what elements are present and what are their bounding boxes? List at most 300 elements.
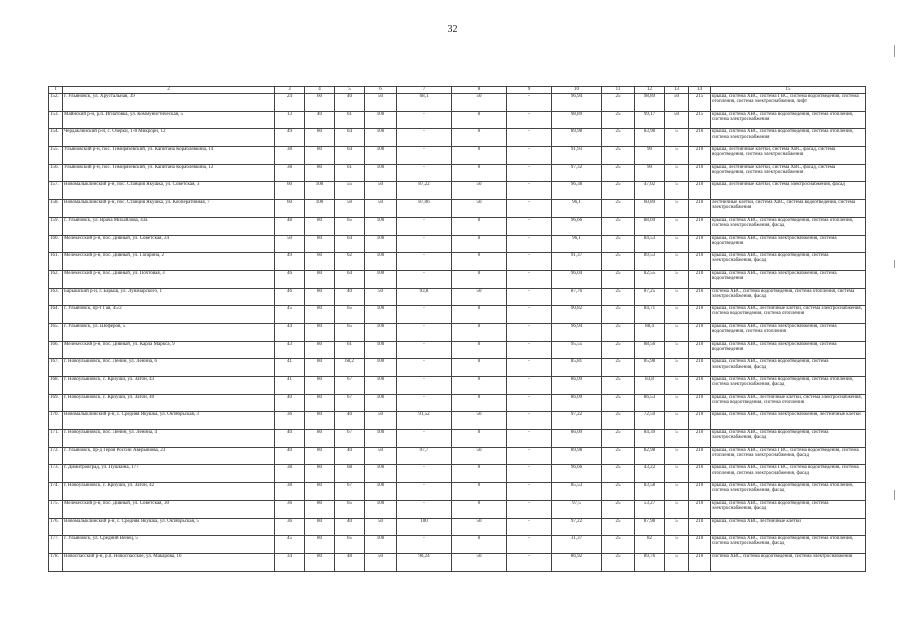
value-cell: 38 <box>275 164 305 182</box>
value-cell: 100 <box>365 377 397 395</box>
value-cell: 55 <box>335 182 365 200</box>
value-cell: 83,58 <box>635 483 665 501</box>
value-cell: 89,98 <box>552 129 602 147</box>
value-cell: - <box>397 394 452 412</box>
table-row <box>49 553 866 571</box>
value-cell: 96,94 <box>552 323 602 341</box>
value-cell: 85,81 <box>552 359 602 377</box>
value-cell: 80 <box>305 465 335 483</box>
value-cell: 60 <box>275 182 305 200</box>
value-cell: 5 <box>665 200 689 218</box>
value-cell: - <box>397 465 452 483</box>
value-cell: 0 <box>452 377 507 395</box>
value-cell: 46 <box>275 288 305 306</box>
table-row <box>49 129 866 147</box>
address-cell: Новомалыклинский р-н, с. Средняя Якушка, ул. Октябрьская, 3 <box>63 412 275 430</box>
value-cell: 45 <box>275 536 305 554</box>
works-cell: крыша, система ХВС, система электроснабжения, система водоотведения <box>711 235 866 253</box>
address-cell: Новомалыклинский р-н, пос. Станция Якушка, ул. Советская, 3 <box>63 182 275 200</box>
value-cell: 80 <box>305 270 335 288</box>
value-cell: - <box>397 111 452 129</box>
value-cell: 5 <box>665 500 689 518</box>
value-cell: 5 <box>665 359 689 377</box>
value-cell: - <box>507 253 552 271</box>
value-cell: 100 <box>365 430 397 448</box>
value-cell: 44 <box>275 323 305 341</box>
value-cell: 0 <box>452 147 507 165</box>
value-cell: 48 <box>335 553 365 571</box>
table-row <box>49 323 866 341</box>
header-cell: 1 <box>49 87 63 94</box>
value-cell: 210 <box>689 129 711 147</box>
value-cell: 5 <box>665 306 689 324</box>
value-cell: 174. <box>49 483 63 501</box>
value-cell: 170. <box>49 412 63 430</box>
value-cell: 5 <box>665 270 689 288</box>
value-cell: 5 <box>665 129 689 147</box>
value-cell: 97,22 <box>552 412 602 430</box>
value-cell: 168. <box>49 377 63 395</box>
address-cell: Мелекесский р-н, пос. Дивный, ул. Карла Маркса, 9 <box>63 341 275 359</box>
value-cell: 50 <box>365 200 397 218</box>
value-cell: 25 <box>602 412 635 430</box>
value-cell: 0 <box>452 217 507 235</box>
value-cell: 25 <box>602 394 635 412</box>
header-cell: 12 <box>635 87 665 94</box>
value-cell: 53,27 <box>635 500 665 518</box>
value-cell: 80 <box>305 394 335 412</box>
value-cell: 62 <box>335 253 365 271</box>
value-cell: 89,98 <box>552 447 602 465</box>
value-cell: 80 <box>305 217 335 235</box>
value-cell: - <box>507 430 552 448</box>
value-cell: 38 <box>275 465 305 483</box>
value-cell: 210 <box>689 430 711 448</box>
address-cell: г. Димитровград, ул. Пушкина, 177 <box>63 465 275 483</box>
value-cell: 0 <box>452 483 507 501</box>
table-row <box>49 341 866 359</box>
value-cell: 61 <box>335 111 365 129</box>
value-cell: 100 <box>365 465 397 483</box>
value-cell: 25 <box>602 306 635 324</box>
value-cell: 96,1 <box>552 235 602 253</box>
value-cell: 100 <box>365 129 397 147</box>
value-cell: 50 <box>452 447 507 465</box>
value-cell: 41 <box>275 377 305 395</box>
value-cell: 67 <box>335 483 365 501</box>
value-cell: 5 <box>665 518 689 536</box>
table-row <box>49 182 866 200</box>
value-cell: 80 <box>305 129 335 147</box>
value-cell: 80 <box>305 500 335 518</box>
value-cell: 155. <box>49 147 63 165</box>
value-cell: - <box>507 235 552 253</box>
value-cell: - <box>507 111 552 129</box>
value-cell: 31,37 <box>552 536 602 554</box>
value-cell: - <box>507 553 552 571</box>
value-cell: 43 <box>275 341 305 359</box>
value-cell: 100 <box>397 518 452 536</box>
table-row <box>49 500 866 518</box>
value-cell: - <box>397 500 452 518</box>
value-cell: 86,09 <box>552 394 602 412</box>
value-cell: 210 <box>689 323 711 341</box>
table-header-row <box>49 87 866 94</box>
value-cell: 161. <box>49 253 63 271</box>
value-cell: 100 <box>365 253 397 271</box>
value-cell: 100 <box>305 182 335 200</box>
value-cell: 50 <box>452 200 507 218</box>
value-cell: 91,93 <box>552 147 602 165</box>
value-cell: 0 <box>452 253 507 271</box>
value-cell: 5 <box>665 430 689 448</box>
header-cell: 2 <box>63 87 275 94</box>
value-cell: 210 <box>689 147 711 165</box>
value-cell: 80 <box>305 288 335 306</box>
value-cell: 87,98 <box>635 518 665 536</box>
header-cell: 11 <box>602 87 635 94</box>
value-cell: 0 <box>452 465 507 483</box>
value-cell: 80 <box>305 412 335 430</box>
value-cell: 84,53 <box>635 235 665 253</box>
table-row <box>49 111 866 129</box>
value-cell: 82,55 <box>635 270 665 288</box>
value-cell: 36 <box>275 412 305 430</box>
value-cell: 96,94 <box>552 94 602 112</box>
table-row <box>49 270 866 288</box>
value-cell: 25 <box>602 111 635 129</box>
value-cell: - <box>397 270 452 288</box>
value-cell: - <box>397 536 452 554</box>
value-cell: - <box>397 235 452 253</box>
address-cell: Мелекесский р-н, пос. Дивный, ул. Советская, 30 <box>63 500 275 518</box>
value-cell: 43,22 <box>635 465 665 483</box>
value-cell: - <box>507 270 552 288</box>
value-cell: 175. <box>49 500 63 518</box>
address-cell: Новоспасский р-н, р.п. Новоспасское, ул. Макарова, 16 <box>63 553 275 571</box>
table-row <box>49 377 866 395</box>
works-cell: крыша, система ХВС, лестничные клетки, система электроснабжения, система водоотведения, система отопления <box>711 306 866 324</box>
address-cell: Барышский р-н, г. Барыш, ул. Луначарского, 1 <box>63 288 275 306</box>
value-cell: 50 <box>452 182 507 200</box>
value-cell: 0 <box>452 430 507 448</box>
value-cell: 45 <box>275 306 305 324</box>
value-cell: - <box>397 323 452 341</box>
value-cell: 96,66 <box>552 217 602 235</box>
value-cell: 50 <box>335 200 365 218</box>
value-cell: 0 <box>452 270 507 288</box>
value-cell: 165. <box>49 323 63 341</box>
value-cell: 34 <box>275 553 305 571</box>
works-cell: крыша, система ХВС, система водоотведения, система электроснабжения, фасад <box>711 430 866 448</box>
value-cell: 88,69 <box>635 217 665 235</box>
value-cell: 50 <box>665 94 689 112</box>
value-cell: 40 <box>335 412 365 430</box>
value-cell: 210 <box>689 288 711 306</box>
value-cell: 177. <box>49 536 63 554</box>
value-cell: - <box>507 94 552 112</box>
value-cell: 72,59 <box>635 412 665 430</box>
address-cell: г. Новоульяновск, с. Криуши, ул. Затон, 43 <box>63 377 275 395</box>
table-row <box>49 518 866 536</box>
register-table <box>48 86 866 572</box>
value-cell: 166. <box>49 341 63 359</box>
value-cell: - <box>397 341 452 359</box>
address-cell: Мелекесский р-н, пос. Дивный, ул. Почтовая, 3 <box>63 270 275 288</box>
value-cell: 25 <box>602 235 635 253</box>
value-cell: 98,89 <box>552 111 602 129</box>
value-cell: 50 <box>275 235 305 253</box>
value-cell: 0 <box>452 235 507 253</box>
works-cell: крыша, лестничные клетки, система ХВС, фасад, система водоотведения, система электроснабжения <box>711 147 866 165</box>
value-cell: 100 <box>365 217 397 235</box>
value-cell: 86,53 <box>635 394 665 412</box>
works-cell: крыша, система ХВС, система электроснабжения, система водоотведения <box>711 341 866 359</box>
value-cell: - <box>397 359 452 377</box>
value-cell: 164. <box>49 306 63 324</box>
table-row <box>49 447 866 465</box>
value-cell: 25 <box>602 430 635 448</box>
works-cell: система ХВС, система водоотведения, система отопления, система электроснабжения, фасад <box>711 288 866 306</box>
value-cell: 210 <box>689 253 711 271</box>
value-cell: 80 <box>305 147 335 165</box>
value-cell: 87,25 <box>635 288 665 306</box>
page-number: 32 <box>447 24 458 35</box>
table-row <box>49 235 866 253</box>
header-cell: 13 <box>665 87 689 94</box>
value-cell: 25 <box>602 288 635 306</box>
value-cell: 5 <box>665 217 689 235</box>
value-cell: 67 <box>335 430 365 448</box>
works-cell: крыша, система ХВС, система электроснабжения, система водоотведения <box>711 270 866 288</box>
value-cell: 88,56 <box>635 341 665 359</box>
value-cell: 60 <box>275 200 305 218</box>
value-cell: 5 <box>665 288 689 306</box>
value-cell: 154. <box>49 129 63 147</box>
works-cell: крыша, система ХВС, лестничные клетки, система электроснабжения, система водоотведения, система отопления <box>711 394 866 412</box>
value-cell: 96,1 <box>552 200 602 218</box>
value-cell: 80 <box>305 306 335 324</box>
value-cell: 84,39 <box>635 430 665 448</box>
value-cell: 5 <box>665 447 689 465</box>
address-cell: Новомалыклинский р-н, пос. Станция Якушка, ул. Кооперативная, 7 <box>63 200 275 218</box>
value-cell: 60,89 <box>635 200 665 218</box>
value-cell: 5 <box>665 235 689 253</box>
value-cell: 25 <box>602 447 635 465</box>
value-cell: 80 <box>305 447 335 465</box>
value-cell: - <box>397 483 452 501</box>
works-cell: крыша, система ХВС, система водоотведения, система электроснабжения, фасад <box>711 359 866 377</box>
value-cell: 65 <box>335 500 365 518</box>
value-cell: - <box>507 447 552 465</box>
value-cell: 64 <box>335 147 365 165</box>
value-cell: 5 <box>665 182 689 200</box>
value-cell: 0 <box>452 164 507 182</box>
value-cell: 25 <box>602 129 635 147</box>
value-cell: 50 <box>365 518 397 536</box>
value-cell: 173. <box>49 465 63 483</box>
value-cell: 25 <box>602 217 635 235</box>
value-cell: 0 <box>452 394 507 412</box>
address-cell: г. Ульяновск, ул. Шофёров, 5 <box>63 323 275 341</box>
value-cell: - <box>507 518 552 536</box>
table-row <box>49 483 866 501</box>
value-cell: 61 <box>335 341 365 359</box>
value-cell: 80 <box>305 359 335 377</box>
value-cell: - <box>507 200 552 218</box>
value-cell: 50 <box>365 447 397 465</box>
value-cell: 210 <box>689 200 711 218</box>
value-cell: 210 <box>689 359 711 377</box>
address-cell: г. Новоульяновск, пос. Ленин, ул. Ленина, 4 <box>63 430 275 448</box>
value-cell: - <box>397 253 452 271</box>
value-cell: 0 <box>452 359 507 377</box>
value-cell: 5 <box>665 553 689 571</box>
value-cell: 25 <box>602 359 635 377</box>
value-cell: - <box>507 306 552 324</box>
value-cell: 210 <box>689 217 711 235</box>
value-cell: - <box>507 288 552 306</box>
value-cell: - <box>397 377 452 395</box>
value-cell: - <box>507 483 552 501</box>
value-cell: 83,98 <box>635 129 665 147</box>
value-cell: - <box>507 412 552 430</box>
table-body <box>49 94 866 572</box>
value-cell: - <box>507 500 552 518</box>
works-cell: крыша, лестничные клетки, система ХВС, фасад, система водоотведения, система электроснабжения <box>711 164 866 182</box>
value-cell: 100 <box>365 536 397 554</box>
value-cell: 90 <box>635 164 665 182</box>
value-cell: 87,76 <box>552 288 602 306</box>
value-cell: 85,53 <box>552 483 602 501</box>
value-cell: 64 <box>335 235 365 253</box>
header-cell: 15 <box>711 87 866 94</box>
works-cell: крыша, система ХВС, система ГВС, система водоотведения, система отопления, система электроснабжения, фасад <box>711 447 866 465</box>
value-cell: 99,17 <box>635 111 665 129</box>
value-cell: 68,1 <box>397 94 452 112</box>
value-cell: 49 <box>275 129 305 147</box>
works-cell: крыша, система ХВС, система электроснабжения, лестничные клетки <box>711 412 866 430</box>
value-cell: 68 <box>335 465 365 483</box>
value-cell: 93,8 <box>397 288 452 306</box>
edge-mark <box>894 260 895 268</box>
value-cell: 65 <box>335 306 365 324</box>
value-cell: 25 <box>602 270 635 288</box>
value-cell: 85,98 <box>635 359 665 377</box>
value-cell: 80 <box>305 341 335 359</box>
works-cell: система ХВС, система водоотведения, система электроснабжения <box>711 553 866 571</box>
works-cell: крыша, лестничные клетки, система электроснабжения, фасад <box>711 182 866 200</box>
value-cell: 25 <box>602 465 635 483</box>
value-cell: 25 <box>602 377 635 395</box>
address-cell: г. Ульяновск, ул. Средний Венец, 5 <box>63 536 275 554</box>
value-cell: 36 <box>275 500 305 518</box>
value-cell: 215 <box>689 111 711 129</box>
value-cell: 89,76 <box>635 553 665 571</box>
value-cell: 25 <box>602 147 635 165</box>
value-cell: 100 <box>365 341 397 359</box>
value-cell: 86,09 <box>552 430 602 448</box>
value-cell: 178. <box>49 553 63 571</box>
value-cell: 50 <box>365 553 397 571</box>
value-cell: 169. <box>49 394 63 412</box>
value-cell: 24 <box>275 94 305 112</box>
value-cell: 0 <box>452 111 507 129</box>
value-cell: 68,2 <box>335 359 365 377</box>
table-row <box>49 200 866 218</box>
value-cell: 100 <box>365 164 397 182</box>
value-cell: 64 <box>335 270 365 288</box>
value-cell: 167. <box>49 359 63 377</box>
value-cell: 100 <box>365 500 397 518</box>
value-cell: 5 <box>665 323 689 341</box>
value-cell: 40 <box>275 394 305 412</box>
value-cell: 5 <box>665 394 689 412</box>
address-cell: г. Ульяновск, ул. Хрустальная, 39 <box>63 94 275 112</box>
value-cell: 61 <box>335 164 365 182</box>
value-cell: 159. <box>49 217 63 235</box>
value-cell: 40 <box>275 447 305 465</box>
value-cell: - <box>507 465 552 483</box>
value-cell: 25 <box>602 341 635 359</box>
value-cell: 82 <box>635 536 665 554</box>
table-row <box>49 536 866 554</box>
works-cell: крыша, система ХВС, система водоотведения, система отопления, система электроснабжения, фасад <box>711 483 866 501</box>
works-cell: крыша, система ХВС, система водоотведения, система отопления, система электроснабжения, фасад <box>711 377 866 395</box>
table-row <box>49 288 866 306</box>
value-cell: 5 <box>665 164 689 182</box>
value-cell: 40 <box>335 518 365 536</box>
value-cell: 50 <box>452 518 507 536</box>
value-cell: - <box>507 359 552 377</box>
value-cell: 80 <box>305 323 335 341</box>
value-cell: 210 <box>689 447 711 465</box>
value-cell: 60 <box>305 253 335 271</box>
value-cell: 25 <box>602 553 635 571</box>
works-cell: крыша, система ХВС, система водоотведения, система электроснабжения, фасад <box>711 253 866 271</box>
value-cell: 0 <box>452 306 507 324</box>
value-cell: 210 <box>689 377 711 395</box>
works-cell: крыша, система ХВС, система электроснабжения, система водоотведения, система отопления <box>711 323 866 341</box>
table-row <box>49 253 866 271</box>
value-cell: - <box>397 306 452 324</box>
value-cell: - <box>507 536 552 554</box>
value-cell: 60 <box>305 94 335 112</box>
value-cell: 0 <box>452 500 507 518</box>
value-cell: 80 <box>305 553 335 571</box>
value-cell: 91,52 <box>397 412 452 430</box>
table-row <box>49 465 866 483</box>
value-cell: 0 <box>452 341 507 359</box>
value-cell: 100 <box>365 147 397 165</box>
table-row <box>49 412 866 430</box>
value-cell: 210 <box>689 270 711 288</box>
table-row <box>49 164 866 182</box>
value-cell: 25 <box>602 323 635 341</box>
value-cell: 88,4 <box>635 323 665 341</box>
value-cell: - <box>507 129 552 147</box>
value-cell: 163. <box>49 288 63 306</box>
address-cell: Ульяновский р-н, пос. Тимирязевский, ул. Капитана Кораблёвкина, 12 <box>63 164 275 182</box>
value-cell: 89,53 <box>635 253 665 271</box>
value-cell: 100 <box>365 323 397 341</box>
value-cell: 87,06 <box>397 200 452 218</box>
header-cell: 7 <box>397 87 452 94</box>
value-cell: 210 <box>689 500 711 518</box>
value-cell: 38 <box>275 147 305 165</box>
header-cell: 9 <box>507 87 552 94</box>
value-cell: 90 <box>635 147 665 165</box>
